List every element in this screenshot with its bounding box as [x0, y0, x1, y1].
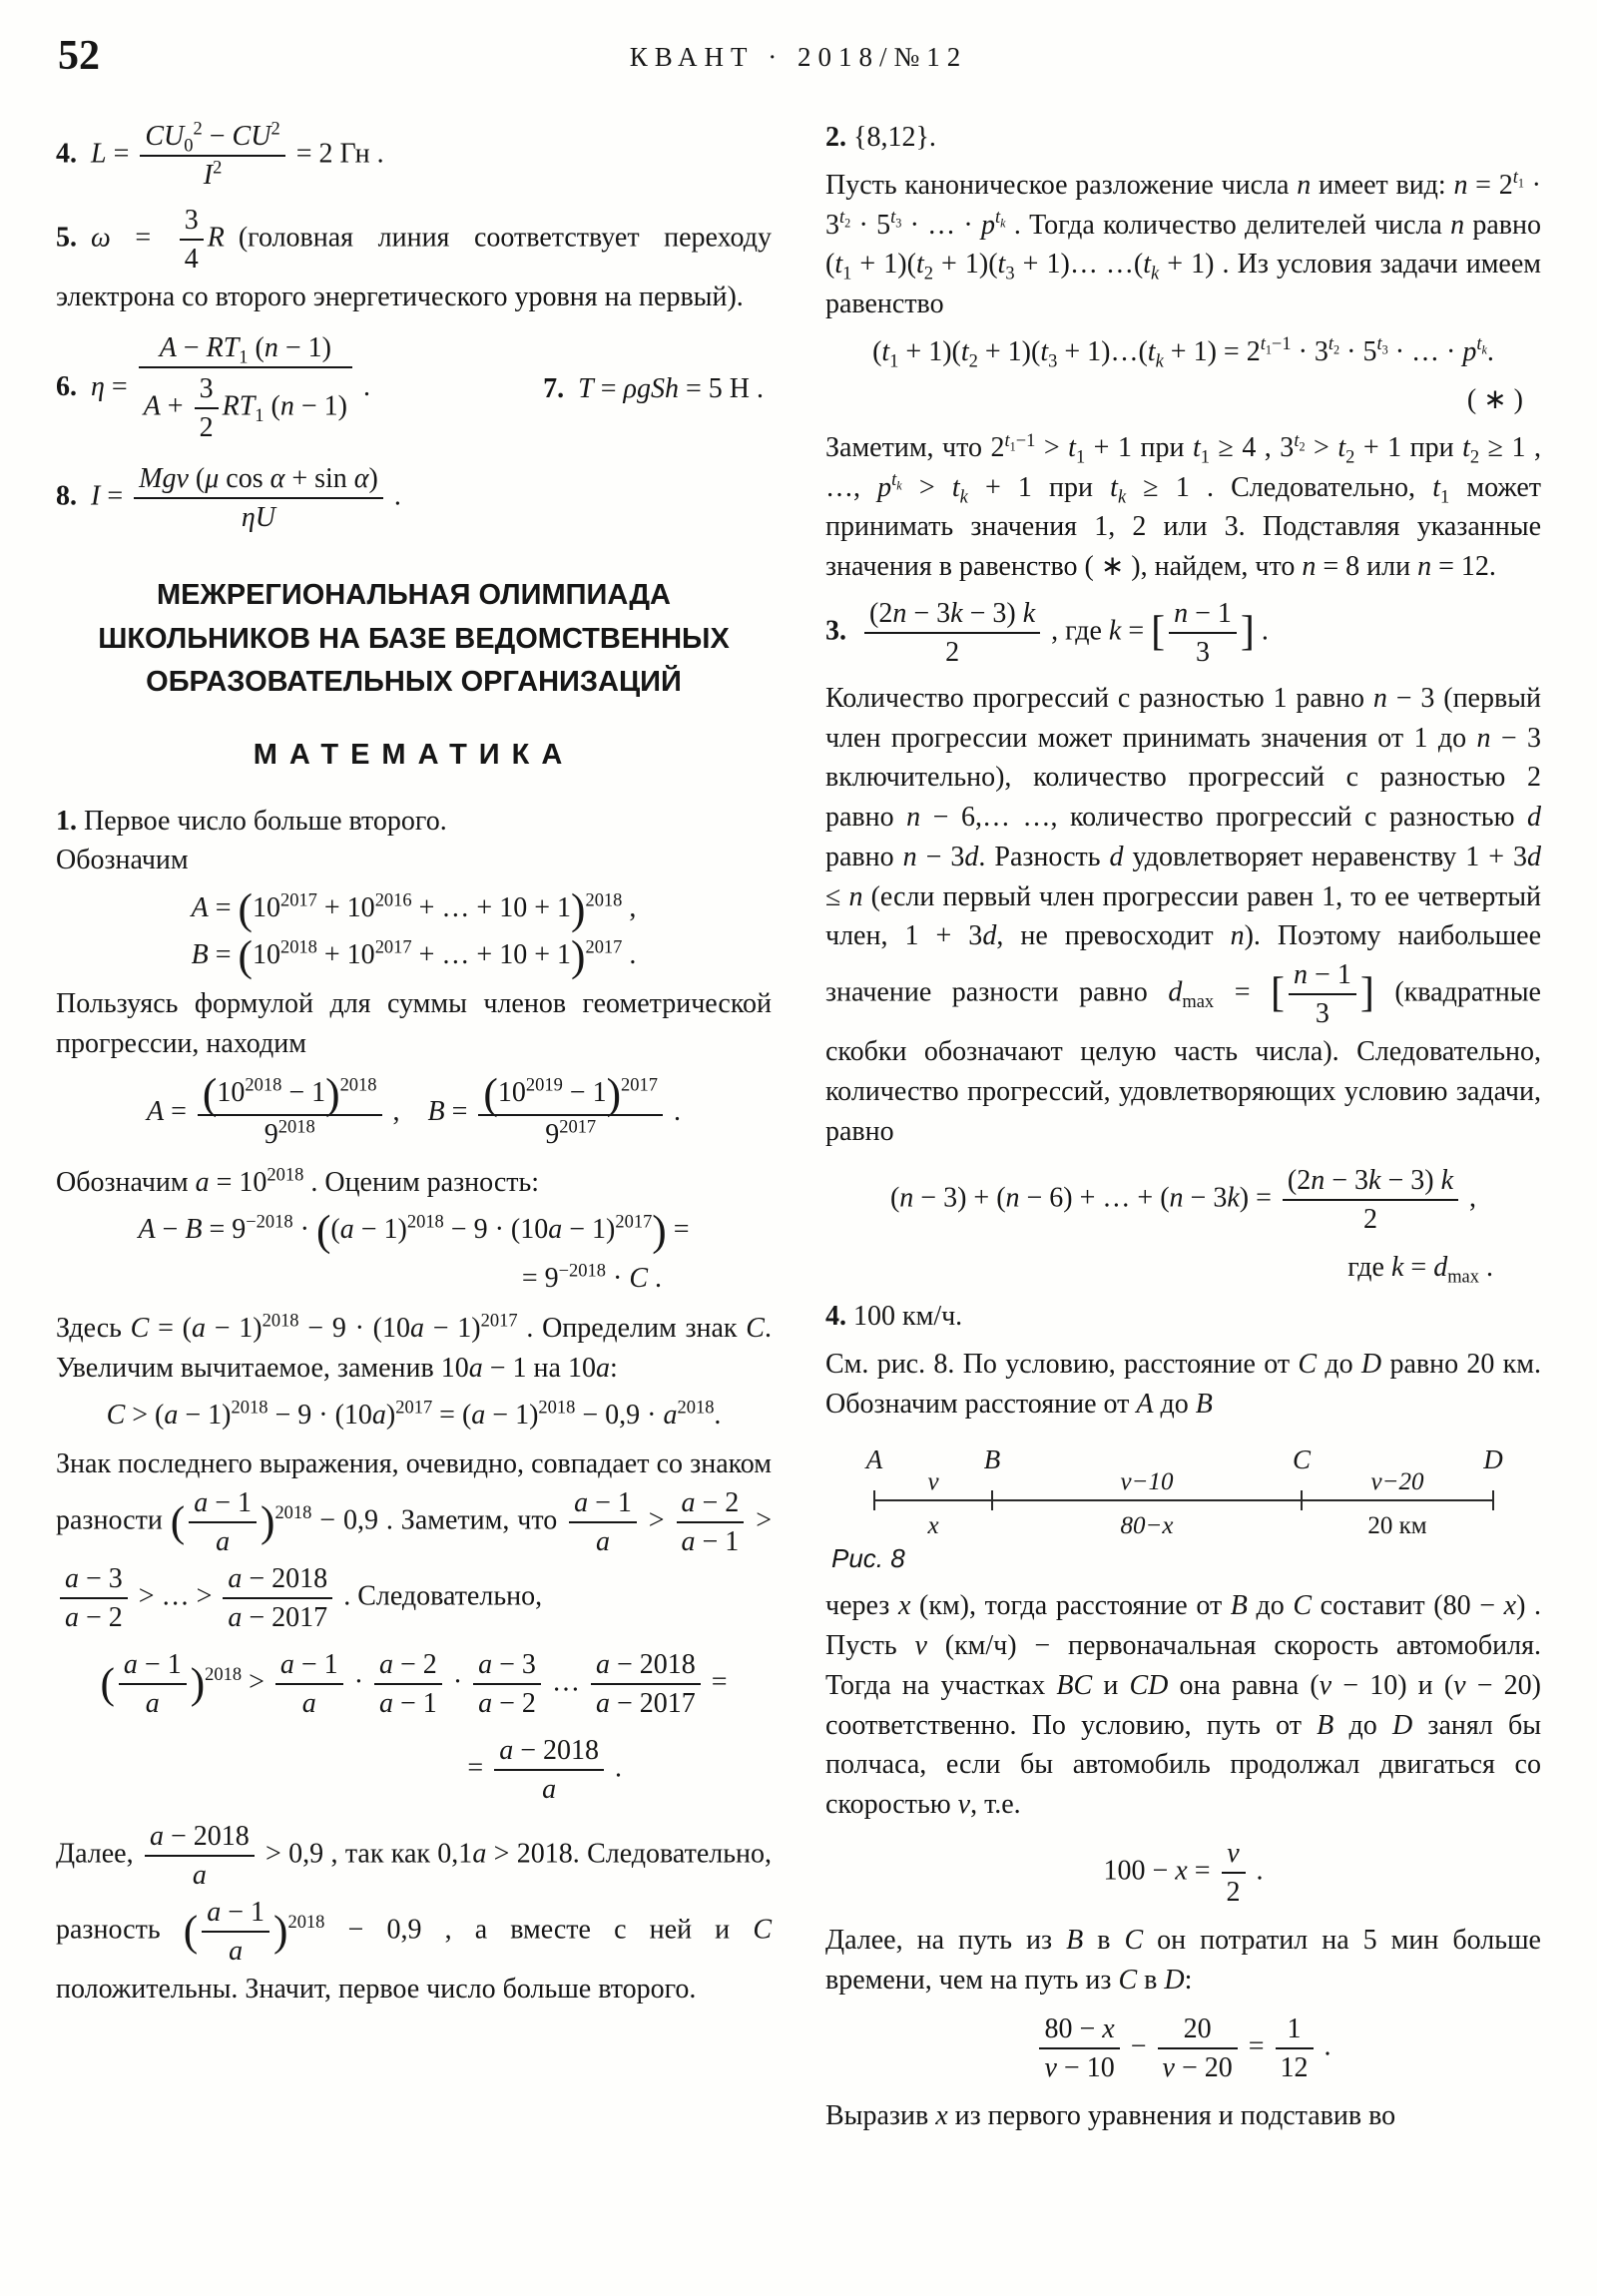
problem3-text-1: Количество прогрессий с разностью 1 равно n − 3 (первый член прогрессии может принимать значения от 1 до n − 3 включительно), количество прогрессий с разностью 2 равно n − 6,… …, количество прогрессий с разностью d равно n − 3d. Разность d удовлетворяет неравенству 1 + 3d ≤ n (если первый член прогрессии равен 1, то ее четвертый член, 1 + 3d, не превосходит n). Поэтому наибольшее значение разности равно $d_{max}$ = [ $\frac{n - 1}{3}$ ] (квадратные скобки обозначают целую часть числа). Следовательно, количество прогрессий, удовлетворяющих условию задачи, равно	[825, 682, 1542, 1147]
problem2-text-1: Пусть каноническое разложение числа n имеет вид: $n = 2^{t_1} \cdot 3^{t_2} \cdot 5^{t_3}$ · … · $p^{t_k}$ . Тогда количество делителей числа n равно $(t_1 + 1)(t_2 + 1)(t_3$ + 1)… $\dots(t_k + 1)$ . Из условия задачи имеем равенство	[825, 167, 1541, 319]
problem4-answer: 4. 100 км/ч.	[825, 1301, 963, 1333]
physics-answer-6: 6. η = $A - RT_1$ (n − 1) A + $\frac{3}{2}$ $RT_1$ (n − 1) .	[56, 331, 370, 443]
problem1-sign-text: Знак последнего выражения, очевидно, совпадает со знаком разности ( $\frac{a - 1}{a}$ )$^{2018}$ − 0,9 . Заметим, что $\frac{a - 1}{a}$ > $\frac{a - 2}{a - 1}$ > $\frac{a - 3}{a - 2}$ > … > $\frac{a - 2018}{a - 2017}$ . Следовательно,	[56, 1447, 772, 1633]
figure-8-caption: Рис. 8	[831, 1542, 905, 1573]
page-header	[56, 26, 1541, 96]
problem2-text-2: Заметим, что $2^{t_1-1} > t_1 + 1$ при $t_1 \ge 4$ , $3^{t_2} > t_2 + 1$ при $t_2 \ge 1$ , …, $p^{t_k} > t_k + 1$ при $t_k \ge 1$ . Следовательно, $t_1$ может принимать значения 1, 2 или 3. Подставляя указанные значения в равенство ( ∗ ), найдем, что n = 8 или n = 12.	[825, 429, 1542, 583]
problem1-final-text: Далее, $\frac{a - 2018}{a}$ > 0,9 , так как 0,1a > 2018. Следовательно, разность ( $\frac{a - 1}{a}$ )$^{2018}$ − 0,9 , а вместе с ней и C положительны. Значит, первое число больше второго.	[56, 1820, 772, 2005]
two-column-layout	[56, 110, 1541, 2143]
problem1-here-text: Здесь $C = (a - 1)^{2018} - 9 \cdot (10a - 1)^{2017}$ . Определим знак C. Увеличим вычитаемое, заменив 10a − 1 на 10a:	[56, 1310, 772, 1384]
speed-ab-label: v	[926, 1467, 939, 1495]
figure-8	[825, 1442, 1541, 1577]
problem4-text-3: Далее, на путь из B в C он потратил на 5 мин больше времени, чем на путь из C в D:	[825, 1925, 1541, 1996]
point-d-label: D	[1482, 1443, 1503, 1474]
right-column	[825, 110, 1541, 2143]
speed-bc-label: v−10	[1120, 1467, 1173, 1495]
point-a-label: A	[865, 1443, 882, 1474]
problem4-text-4: Выразив x из первого уравнения и подставив во	[825, 2099, 1396, 2131]
problem2-formula-star: $(t_1 + 1)(t_2 + 1)(t_3$ + $1)\dots(t_k + 1) = 2^{t_1-1} \cdot 3^{t_2} \cdot 5^{t_3}$ · … · $p^{t_k}$.	[872, 333, 1494, 371]
speed-cd-label: v−20	[1370, 1467, 1423, 1495]
problem4-formula-2: $\frac{80 - x}{v - 10}$ − $\frac{20}{v - 20}$ = $\frac{1}{12}$ .	[825, 2010, 1541, 2086]
subject-heading: МАТЕМАТИКА	[253, 738, 575, 771]
physics-answer-5: 5. ω = $\frac{3}{4}$ R (головная линия соответствует переходу электрона со второго энергетического уровня на первый).	[56, 205, 772, 313]
olympiad-heading: МЕЖРЕГИОНАЛЬНАЯ ОЛИМПИАДА ШКОЛЬНИКОВ НА БАЗЕ ВЕДОМСТВЕННЫХ ОБРАЗОВАТЕЛЬНЫХ ОРГАНИЗАЦИЙ	[98, 579, 730, 699]
problem2-star-mark: ( ∗ )	[1466, 384, 1523, 416]
problem1-sum-text: Пользуясь формулой для суммы членов геометрической прогрессии, находим	[56, 988, 772, 1059]
page-number: 52	[58, 33, 100, 79]
problem1-formula-diff-cont: = $9^{-2018} \cdot C$ .	[521, 1260, 662, 1295]
problem1-chain-formula: ( $\frac{a - 1}{a}$ )$^{2018}$ > $\frac{a - 1}{a}$ · $\frac{a - 2}{a - 1}$ · $\frac{a - 3}{a - 2}$ … $\frac{a - 2018}{a - 2017}$ =	[100, 1648, 728, 1719]
problem3-where: где $k = d_{max}$ .	[1347, 1251, 1493, 1287]
dist-ab-label: x	[926, 1511, 939, 1539]
dist-cd-label: 20 км	[1366, 1511, 1427, 1539]
problem1-formula-ab: A = $\frac{(10^{2018} - 1)^{2018}}{9^{2018}}$ , B = $\frac{(10^{2019} - 1)^{2017}}{9^{2017}}$ .	[147, 1069, 681, 1150]
physics-answers-6-7	[56, 329, 772, 448]
problem1-formula-a: $A = (10^{2017} + 10^{2016}$ + … + 10 + 1)$^{2018}$ ,	[191, 885, 637, 934]
problem4-formula-1: 100 − x = $\frac{v}{2}$ .	[1103, 1837, 1264, 1909]
left-column	[56, 110, 772, 2143]
problem4-text-2: через x (км), тогда расстояние от B до C составит (80 − x) . Пусть v (км/ч) − первоначальная скорость автомобиля. Тогда на участках BC и CD она равна (v − 10) и (v − 20) соответственно. По условию, путь от B до D занял бы полчаса, если бы автомобиль продолжал двигаться со скоростью v, т.е.	[825, 1590, 1542, 1821]
dist-bc-label: 80−x	[1120, 1511, 1173, 1539]
problem3-answer: 3. $\frac{(2n - 3k - 3) k}{2}$ , где k = [ $\frac{n - 1}{3}$ ] .	[825, 597, 1269, 668]
problem2-answer: 2. {8,12}.	[825, 122, 936, 153]
point-c-label: C	[1292, 1443, 1311, 1474]
point-b-label: B	[983, 1443, 1000, 1474]
problem1-formula-c: $C > (a - 1)^{2018} - 9 \cdot (10a)^{2017} = (a - 1)^{2018} - 0,9 \cdot a^{2018}$.	[106, 1398, 722, 1432]
physics-answer-7: 7. T = ρgSh = 5 Н .	[543, 372, 764, 404]
problem4-text-1: См. рис. 8. По условию, расстояние от C до D равно 20 км. Обозначим расстояние от A до B	[825, 1349, 1541, 1420]
problem1-formula-diff: $A - B = 9^{-2018} \cdot ((a - 1)^{2018} - 9 \cdot (10a - 1)^{2017})$ =	[138, 1207, 690, 1256]
journal-title: КВАНТ · 2018/№12	[629, 42, 968, 72]
physics-answer-4: 4. L = $\frac{CU_0^2 - CU^2}{I^2}$ = 2 Гн .	[56, 118, 384, 192]
problem3-formula: (n − 3) + (n − 6) + … + (n − 3k) = $\frac{(2n - 3k - 3) k}{2}$ ,	[889, 1164, 1477, 1235]
physics-answer-8: 8. I = Mgv (μ cos α + sin α) ηU .	[56, 462, 401, 533]
problem1-formula-b: $B = (10^{2018} + 10^{2017}$ + … + 10 + 1)$^{2017}$ .	[191, 932, 637, 981]
figure-8-diagram	[854, 1442, 1513, 1540]
problem1-chain-formula-cont: = $\frac{a - 2018}{a}$ .	[467, 1734, 622, 1805]
problem1-denote-text: Обозначим $a = 10^{2018}$ . Оценим разность:	[56, 1164, 540, 1198]
problem1-intro: 1. Первое число больше второго. Обозначим	[56, 805, 447, 876]
